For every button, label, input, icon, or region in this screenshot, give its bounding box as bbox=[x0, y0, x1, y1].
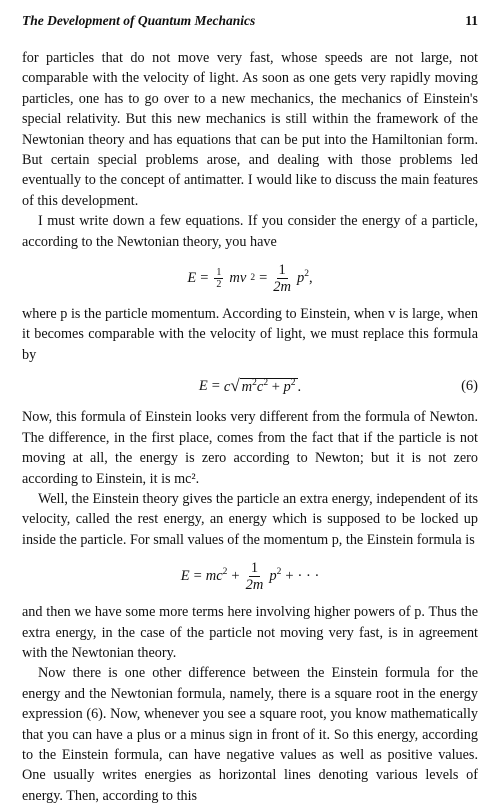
equation-number: (6) bbox=[461, 378, 478, 395]
eq-operator: = bbox=[200, 269, 209, 286]
paragraph: for particles that do not move very fast, whose speeds are not large, not comparable with the velocity of light. As soon as one gets very rapidly moving particles, one has to go over to a new mechanics, the mechanics of Einstein's special relativity. But this new mechanics is still within the framework of the Newtonian theory and has equations that can be put into the Hamiltonian form. But certain special problems arose, and dealing with those problems led eventually to the concept of antimatter. I would like to discuss the main features of this development. bbox=[22, 50, 478, 209]
eq-exponent: 2 bbox=[263, 377, 269, 388]
body-text bbox=[22, 48, 478, 806]
page-number: 11 bbox=[465, 13, 478, 28]
paragraph: I must write down a few equations. If you consider the energy of a particle, according to the Newtonian theory, you have bbox=[22, 213, 478, 250]
eq-operator: + bbox=[271, 378, 280, 395]
eq-symbol: mv bbox=[229, 269, 247, 286]
eq-symbol: c bbox=[223, 378, 231, 395]
eq-symbol: mc bbox=[205, 567, 223, 584]
square-root-sign: √ bbox=[230, 375, 240, 395]
eq-exponent: 2 bbox=[290, 377, 296, 388]
eq-exponent: 2 bbox=[222, 567, 228, 578]
eq-symbol: E bbox=[198, 378, 208, 395]
paragraph: Now, this formula of Einstein looks very different from the formula of Newton. The difference, in the first place, comes from the fact that if the particle is not moving at all, the energy is zero according to Newton; but it is not zero according to Einstein, it is mc². bbox=[22, 409, 478, 487]
chapter-title: The Development of Quantum Mechanics bbox=[22, 13, 256, 28]
paragraph: where p is the particle momentum. According to Einstein, when v is large, when it becomes comparable with the velocity of light, we must replace this formula by bbox=[22, 306, 478, 363]
eq-symbol: p bbox=[283, 378, 291, 395]
eq-exponent: 2 bbox=[252, 377, 257, 388]
eq-exponent: 2 bbox=[304, 269, 309, 280]
equation-einstein-energy bbox=[22, 369, 478, 403]
eq-operator: + bbox=[285, 567, 294, 584]
eq-radicand bbox=[240, 378, 298, 395]
eq-exponent: 2 bbox=[276, 567, 282, 578]
eq-symbol: m bbox=[241, 378, 253, 395]
eq-operator: = bbox=[211, 378, 220, 395]
eq-numerator: 1 bbox=[278, 261, 286, 278]
eq-punctuation: , bbox=[309, 269, 313, 286]
eq-symbol: p bbox=[297, 269, 305, 286]
eq-denominator: 2 bbox=[216, 278, 222, 290]
eq-denominator: 2m bbox=[245, 576, 264, 593]
eq-numerator: 1 bbox=[216, 266, 222, 278]
paragraph: Now there is one other difference between the Einstein formula for the energy and the Newtonian formula, namely, there is a square root in the energy expression (6). Now, whenever you see a square root, you know mathematically that you can have a plus or a minus sign in front of it. So this energy, according to the Einstein formula, can have negative values as well as positive values. One usually writes energies as horizontal lines denoting various levels of energy. Then, according to this bbox=[22, 665, 478, 804]
running-header bbox=[22, 10, 478, 32]
eq-operator: = bbox=[193, 567, 202, 584]
eq-punctuation: . bbox=[297, 378, 302, 395]
eq-symbol: c bbox=[256, 378, 264, 395]
paragraph: Well, the Einstein theory gives the particle an extra energy, independent of its velocity, called the rest energy, an energy which is supposed to be locked up inside the particle. For small values of the momentum p, the Einstein formula is bbox=[22, 490, 478, 548]
eq-fraction bbox=[273, 262, 291, 295]
eq-fraction bbox=[214, 267, 223, 290]
paragraph: and then we have some more terms here involving higher powers of p. Thus the extra energy, in the case of the particle not moving very fast, is in agreement with the Newtonian theory. bbox=[22, 604, 478, 661]
equation-einstein-expansion bbox=[22, 554, 478, 598]
eq-denominator: 2m bbox=[273, 278, 291, 295]
eq-symbol: p bbox=[269, 567, 277, 584]
eq-operator: = bbox=[259, 269, 268, 286]
eq-fraction bbox=[246, 560, 264, 593]
eq-operator: + bbox=[231, 567, 240, 584]
eq-ellipsis: · · · bbox=[297, 567, 320, 584]
eq-symbol: E bbox=[180, 567, 190, 584]
eq-numerator: 1 bbox=[250, 559, 259, 576]
equation-newtonian-energy: E = $\frac{1}{2}$ mv 2 = $\frac{1}{2m}$ $p^2$, bbox=[187, 261, 313, 295]
eq-symbol: E bbox=[187, 269, 197, 286]
